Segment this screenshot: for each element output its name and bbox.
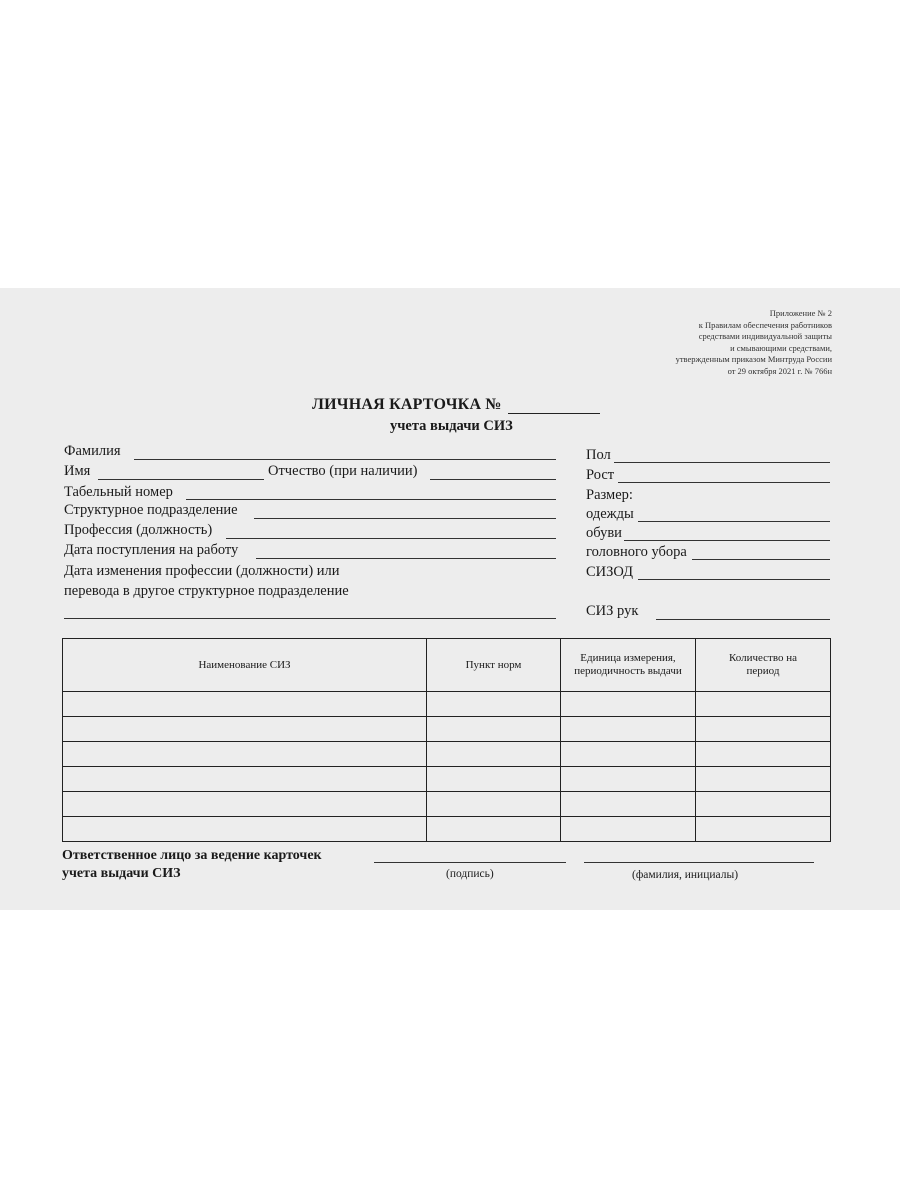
card-subtitle: учета выдачи СИЗ bbox=[390, 418, 513, 434]
department-field[interactable] bbox=[254, 518, 556, 519]
table-cell[interactable] bbox=[561, 817, 696, 842]
signature-field[interactable] bbox=[374, 862, 566, 863]
personnel-number-label: Табельный номер bbox=[64, 484, 173, 500]
headwear-size-label: головного убора bbox=[586, 544, 687, 560]
respirator-field[interactable] bbox=[638, 579, 830, 580]
table-cell[interactable] bbox=[561, 792, 696, 817]
gender-field[interactable] bbox=[614, 462, 830, 463]
card-number-field[interactable] bbox=[508, 399, 600, 414]
table-cell[interactable] bbox=[63, 792, 427, 817]
change-date-field[interactable] bbox=[64, 618, 556, 619]
appendix-line: утвержденным приказом Минтруда России bbox=[675, 354, 832, 364]
department-label: Структурное подразделение bbox=[64, 502, 238, 518]
table-cell[interactable] bbox=[561, 692, 696, 717]
table-row bbox=[63, 767, 831, 792]
table-cell[interactable] bbox=[696, 817, 831, 842]
height-field[interactable] bbox=[618, 482, 830, 483]
clothes-size-label: одежды bbox=[586, 506, 634, 522]
table-cell[interactable] bbox=[561, 717, 696, 742]
table-cell[interactable] bbox=[63, 767, 427, 792]
appendix-note bbox=[572, 308, 832, 377]
surname-field[interactable] bbox=[134, 459, 556, 460]
table-cell[interactable] bbox=[696, 742, 831, 767]
table-row bbox=[63, 717, 831, 742]
shoe-size-field[interactable] bbox=[624, 540, 830, 541]
height-label: Рост bbox=[586, 467, 615, 483]
table-row bbox=[63, 742, 831, 767]
change-date-label-line2: перевода в другое структурное подразделение bbox=[64, 583, 349, 599]
appendix-line: и смывающими средствами, bbox=[730, 342, 832, 353]
card-title bbox=[312, 396, 600, 414]
table-cell[interactable] bbox=[63, 717, 427, 742]
appendix-line: от 29 октября 2021 г. № 766н bbox=[727, 365, 832, 376]
table-cell[interactable] bbox=[63, 742, 427, 767]
size-label: Размер: bbox=[586, 487, 633, 503]
table-row bbox=[63, 792, 831, 817]
responsible-name-field[interactable] bbox=[584, 862, 814, 863]
respirator-label: СИЗОД bbox=[586, 564, 634, 580]
card-title-text: ЛИЧНАЯ КАРТОЧКА № bbox=[312, 396, 502, 413]
name-field[interactable] bbox=[98, 479, 264, 480]
hire-date-label: Дата поступления на работу bbox=[64, 542, 239, 558]
table-cell[interactable] bbox=[63, 817, 427, 842]
appendix-line: к Правилам обеспечения работников bbox=[698, 319, 832, 330]
gender-label: Пол bbox=[586, 447, 611, 463]
table-cell[interactable] bbox=[696, 717, 831, 742]
table-cell[interactable] bbox=[427, 817, 561, 842]
surname-label: Фамилия bbox=[64, 443, 121, 459]
hand-ppe-field[interactable] bbox=[656, 619, 830, 620]
table-cell[interactable] bbox=[427, 717, 561, 742]
responsible-label-line2: учета выдачи СИЗ bbox=[62, 866, 181, 881]
hire-date-field[interactable] bbox=[256, 558, 556, 559]
name-label: Имя bbox=[64, 463, 91, 479]
table-cell[interactable] bbox=[561, 767, 696, 792]
patronymic-label: Отчество (при наличии) bbox=[268, 463, 418, 479]
ppe-issue-table bbox=[62, 638, 831, 842]
profession-label: Профессия (должность) bbox=[64, 522, 213, 538]
table-cell[interactable] bbox=[696, 792, 831, 817]
table-cell[interactable] bbox=[427, 792, 561, 817]
table-row bbox=[63, 817, 831, 842]
table-cell[interactable] bbox=[561, 742, 696, 767]
shoe-size-label: обуви bbox=[586, 525, 622, 541]
table-cell[interactable] bbox=[696, 692, 831, 717]
headwear-size-field[interactable] bbox=[692, 559, 830, 560]
table-cell[interactable] bbox=[427, 767, 561, 792]
table-row bbox=[63, 692, 831, 717]
name-initials-hint: (фамилия, инициалы) bbox=[632, 869, 739, 881]
appendix-line: средствами индивидуальной защиты bbox=[698, 331, 832, 341]
col-header-unit-period: Единица измерения, периодичность выдачи bbox=[561, 639, 696, 692]
col-header-norm-clause: Пункт норм bbox=[427, 639, 561, 692]
table-cell[interactable] bbox=[427, 692, 561, 717]
signature-hint: (подпись) bbox=[446, 868, 494, 880]
hand-ppe-label: СИЗ рук bbox=[586, 603, 639, 619]
personnel-number-field[interactable] bbox=[186, 499, 556, 500]
responsible-label-line1: Ответственное лицо за ведение карточек bbox=[62, 848, 322, 863]
profession-field[interactable] bbox=[226, 538, 556, 539]
col-header-quantity: Количество на период bbox=[696, 639, 831, 692]
patronymic-field[interactable] bbox=[430, 479, 556, 480]
appendix-line: Приложение № 2 bbox=[769, 308, 832, 318]
table-header-row bbox=[63, 639, 831, 692]
table-cell[interactable] bbox=[696, 767, 831, 792]
table-cell[interactable] bbox=[427, 742, 561, 767]
table-cell[interactable] bbox=[63, 692, 427, 717]
change-date-label-line1: Дата изменения профессии (должности) или bbox=[64, 563, 340, 579]
col-header-ppe-name: Наименование СИЗ bbox=[63, 639, 427, 692]
clothes-size-field[interactable] bbox=[638, 521, 830, 522]
